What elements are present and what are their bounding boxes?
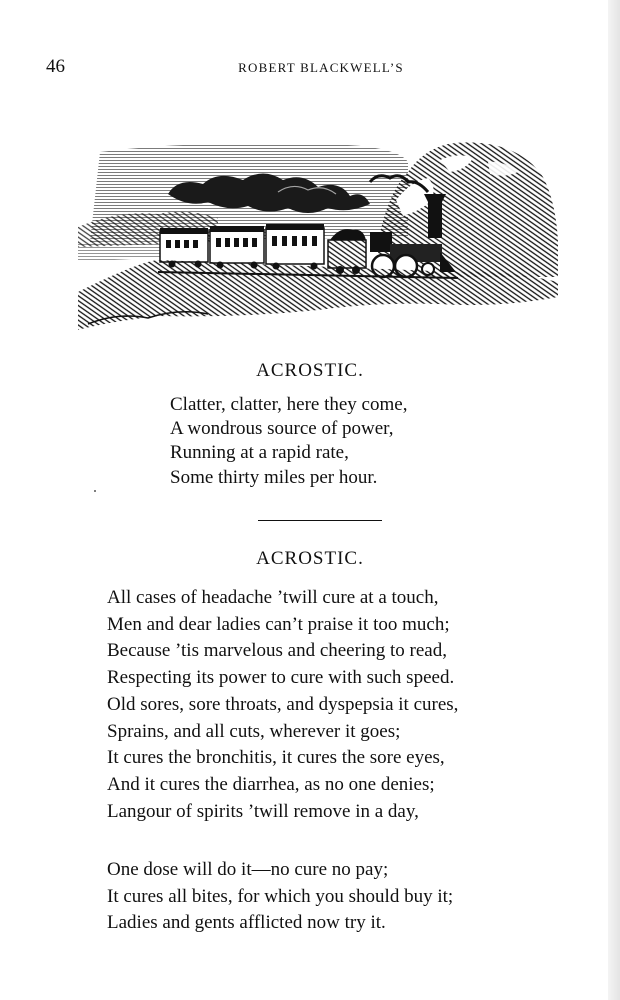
verse-line: It cures all bites, for which you should buy it; [107, 885, 454, 907]
train-illustration [78, 132, 562, 332]
verse-line: It cures the bronchitis, it cures the sore eyes, [107, 747, 445, 769]
verse-line: A wondrous source of power, [170, 418, 394, 440]
verse-line: Because ’tis marvelous and cheering to read, [107, 640, 447, 662]
verse-line: Old sores, sore throats, and dyspepsia it cures, [107, 693, 459, 715]
running-head: ROBERT BLACKWELL’S [238, 60, 404, 75]
verse-line: Langour of spirits ’twill remove in a day, [107, 800, 419, 822]
verse-line: Sprains, and all cuts, wherever it goes; [107, 720, 401, 742]
verse-line: Men and dear ladies can’t praise it too much; [107, 613, 450, 635]
verse-line: Ladies and gents afflicted now try it. [107, 912, 386, 934]
page-number: 46 [46, 56, 65, 77]
verse-line: One dose will do it—no cure no pay; [107, 859, 389, 880]
poem-2-stanza-1 [107, 585, 458, 825]
poem-1 [170, 393, 407, 490]
verse-line: Running at a rapid rate, [170, 442, 349, 464]
page-edge [608, 0, 620, 1000]
paper-speck [94, 490, 96, 492]
verse-line: Respecting its power to cure with such speed. [107, 667, 455, 689]
poem-2-stanza-2 [107, 857, 453, 937]
verse-line: Some thirty miles per hour. [170, 466, 378, 488]
verse-line: All cases of headache ’twill cure at a touch, [107, 587, 439, 608]
verse-line: Clatter, clatter, here they come, [170, 394, 408, 415]
poem-title-2: ACROSTIC. [256, 548, 364, 569]
verse-line: And it cures the diarrhea, as no one denies; [107, 773, 435, 795]
section-divider [258, 520, 382, 521]
poem-title-1: ACROSTIC. [256, 360, 364, 381]
